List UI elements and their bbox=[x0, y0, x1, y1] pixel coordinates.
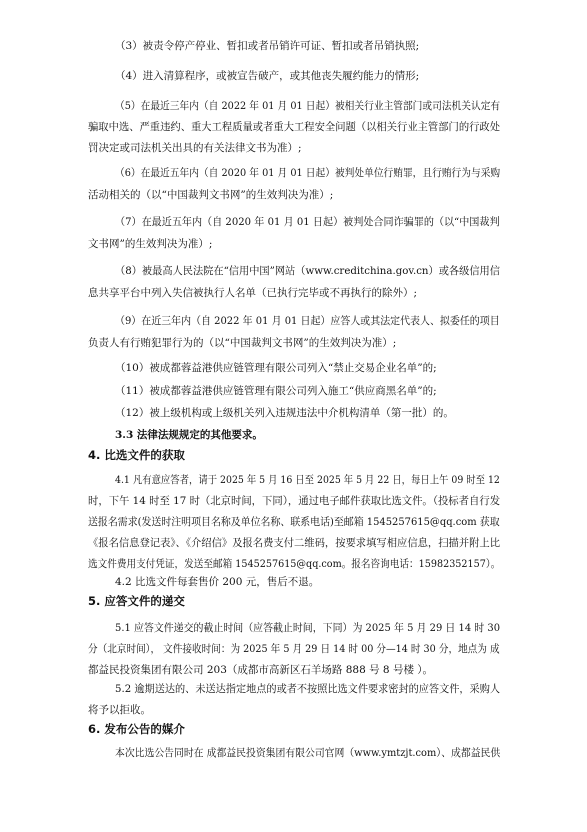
text-line: 送报名需求(发送时注明项目名称及单位名称、联系电话)至邮箱 1545257615@qq.com 获取 bbox=[88, 516, 500, 528]
text-line: 都益民投资集团有限公司 203（成都市高新区石羊场路 888 号 8 号楼 ）。 bbox=[88, 664, 434, 676]
text-line: 分（北京时间）， 文件接收时间：为 2025 年 5 月 29 日 14 时 00 分—14 时 30 分，地点为 成 bbox=[88, 643, 500, 655]
text-line: （12）被上级机构或上级机关列入违规违法中介机构清单（第一批）的。 bbox=[115, 407, 454, 419]
text-line: （11）被成都蓉益港供应链管理有限公司列入施工“供应商黑名单”的; bbox=[115, 385, 437, 397]
text-line: 骗取中选、严重违约、重大工程质量或者重大工程安全问题（以相关行业主管部门的行政处 bbox=[88, 121, 501, 133]
text-line: （9）在近三年内（自 2022 年 01 月 01 日起）应答人或其法定代表人、拟委任的项目 bbox=[115, 315, 500, 327]
text-line: 5.1 应答文件递交的截止时间（应答截止时间，下同）为 2025 年 5 月 29 日 14 时 30 bbox=[115, 622, 501, 634]
text-line: 3.3 法律法规规定的其他要求。 bbox=[115, 429, 263, 441]
section-heading: 4. 比选文件的获取 bbox=[88, 448, 185, 462]
text-line: 罚决定或司法机关出具的有关法律文书为准）; bbox=[88, 142, 302, 154]
text-line: 本次比选公告同时在 成都益民投资集团有限公司官网（www.ymtzjt.com）、成都益民供 bbox=[115, 747, 501, 759]
text-line: 将予以拒收。 bbox=[88, 704, 151, 716]
text-line: （6）在最近五年内（自 2020 年 01 月 01 日起）被判处单位行贿罪，且行贿行为与采购 bbox=[115, 167, 501, 179]
text-line: 4.1 凡有意应答者，请于 2025 年 5 月 16 日至 2025 年 5 月 22 日，每日上午 09 时至 12 bbox=[115, 474, 500, 486]
text-line: （10）被成都蓉益港供应链管理有限公司列入“禁止交易企业名单”的; bbox=[115, 362, 437, 374]
text-line: （8）被最高人民法院在“信用中国”网站（www.creditchina.gov.cn）或各级信用信 bbox=[115, 265, 500, 277]
text-line: （4）进入清算程序，或被宣告破产，或其他丧失履约能力的情形; bbox=[115, 70, 420, 82]
text-line: 活动相关的（以“中国裁判文书网”的生效判决为准）; bbox=[88, 189, 334, 201]
text-line: （7）在最近五年内（自 2020 年 01 月 01 日起）被判处合同诈骗罪的（以“中国裁判 bbox=[115, 216, 500, 228]
text-line: 4.2 比选文件每套售价 200 元，售后不退。 bbox=[115, 576, 320, 588]
section-heading: 6. 发布公告的媒介 bbox=[88, 722, 185, 736]
text-line: （5）在最近三年内（自 2022 年 01 月 01 日起）被相关行业主管部门或司法机关认定有 bbox=[115, 100, 501, 112]
section-heading: 5. 应答文件的递交 bbox=[88, 594, 185, 608]
text-line: 负责人有行贿犯罪行为的（以“中国裁判文书网”的生效判决为准）; bbox=[88, 337, 397, 349]
text-line: （3）被责令停产停业、暂扣或者吊销许可证、暂扣或者吊销执照; bbox=[115, 40, 420, 52]
text-line: 《报名信息登记表》、《介绍信》及报名费支付二维码，按要求填写相应信息，扫描并附上比 bbox=[88, 537, 501, 549]
text-line: 息共享平台中列入失信被执行人名单（已执行完毕或不再执行的除外）; bbox=[88, 287, 418, 299]
text-line: 时，下午 14 时至 17 时（北京时间，下同），通过电子邮件获取比选文件。（投标者自行发 bbox=[88, 495, 501, 507]
text-line: 选文件费用支付凭证，发送至邮箱 1545257615@qq.com。报名咨询电话：15982352157）。 bbox=[88, 558, 501, 570]
text-line: 5.2 逾期送达的、未送达指定地点的或者不按照比选文件要求密封的应答文件，采购人 bbox=[115, 683, 501, 695]
text-line: 文书网”的生效判决为准）; bbox=[88, 238, 213, 250]
